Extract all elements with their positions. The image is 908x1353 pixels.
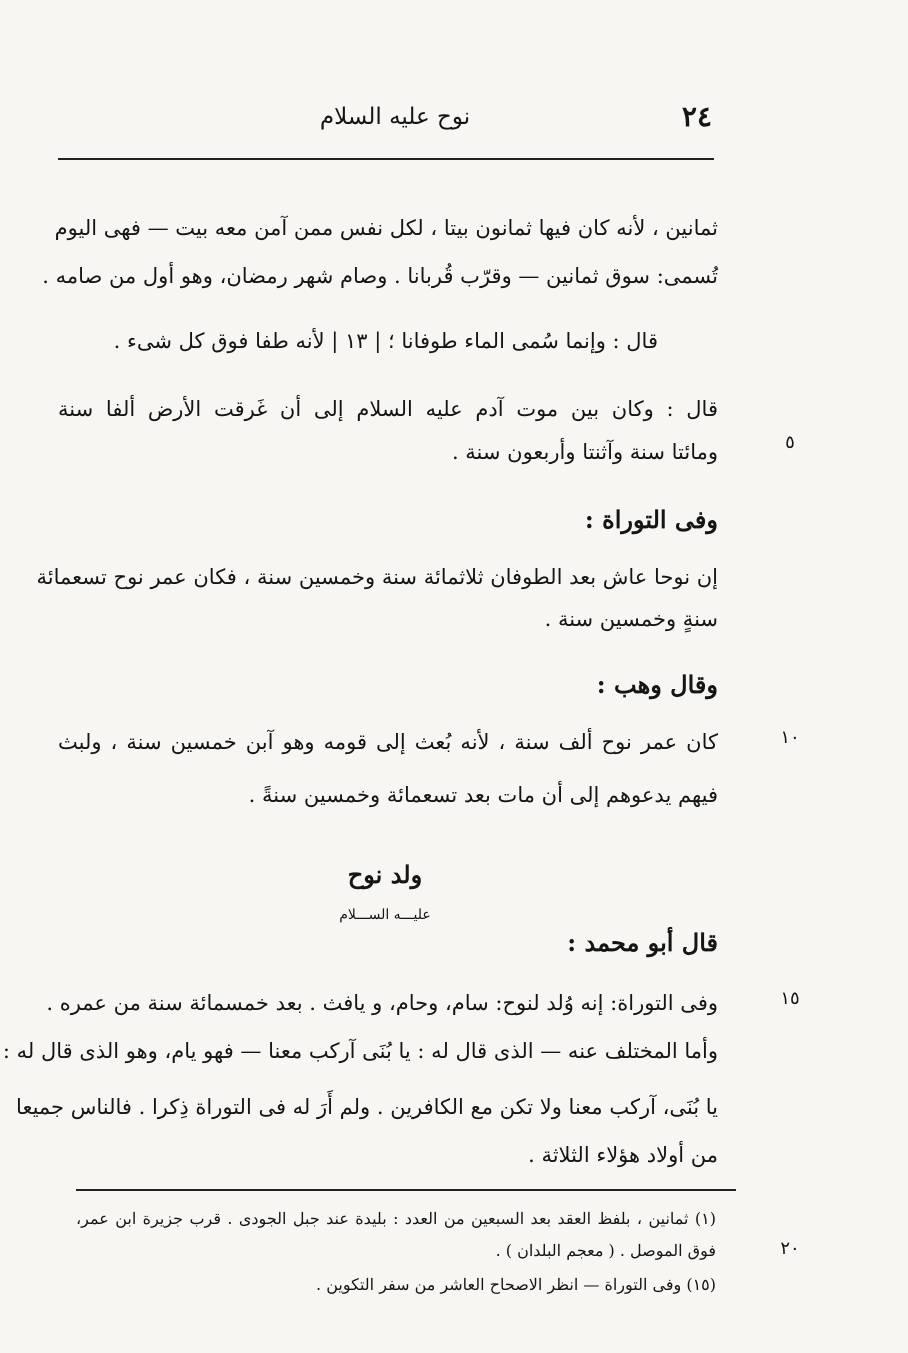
text-line: ومائتا سنة وآثنتا وأربعون سنة .: [451, 440, 718, 464]
text-line: قال : وكان بين موت آدم عليه السلام إلى أن غَرقت الأرض ألفا سنة: [58, 397, 718, 421]
text-line: وأما المختلف عنه — الذى قال له : يا بُنَى آركب معنا — فهو يام، وهو الذى قال له :: [2, 1039, 718, 1063]
text-line: فيهم يدعوهم إلى أن مات بعد تسعمائة وخمسين سنةً .: [248, 783, 718, 807]
text-line: سنةٍ وخمسين سنة .: [544, 607, 718, 631]
section-heading: قال أبو محمد :: [567, 928, 718, 957]
section-heading: وقال وهب :: [596, 670, 718, 699]
running-header: نوح عليه السلام: [319, 104, 471, 130]
header-divider: [58, 158, 714, 160]
page-number: ٢٤: [681, 100, 712, 133]
text-line: كان عمر نوح ألف سنة ، لأنه بُعث إلى قومه وهو آبن خمسين سنة ، ولبث: [58, 730, 718, 754]
text-line: قال : وإنما سُمى الماء طوفانا ؛ | ١٣ | لأنه طفا فوق كل شىء .: [113, 329, 658, 353]
margin-line-number: ٥: [785, 432, 795, 453]
text-line: من أولاد هؤلاء الثلاثة .: [528, 1143, 718, 1167]
text-line: إن نوحا عاش بعد الطوفان ثلاثمائة سنة وخمسين سنة ، فكان عمر نوح تسعمائة: [36, 565, 718, 589]
footnote-line: (١) ثمانين ، بلفظ العقد بعد السبعين من العدد : بليدة عند جبل الجودى . قرب جزيرة ابن عمر،: [76, 1209, 716, 1228]
footnote-divider: [76, 1189, 736, 1191]
chapter-subtitle: عليـــه الســـلام: [339, 907, 431, 923]
text-line: وفى التوراة: إنه وُلد لنوح: سام، وحام، و يافث . بعد خمسمائة سنة من عمره .: [46, 991, 718, 1015]
section-heading: وفى التوراة :: [584, 505, 718, 534]
text-line: تُسمى: سوق ثمانين — وقرّب قُربانا . وصام شهر رمضان، وهو أول من صامه .: [42, 264, 718, 288]
margin-line-number: ١٠: [780, 727, 800, 748]
footnote-line: (١٥) وفى التوراة — انظر الاصحاح العاشر من سفر التكوين .: [316, 1275, 716, 1294]
text-line: يا بُنَى، آركب معنا ولا تكن مع الكافرين . ولم أَرَ له فى التوراة ذِكرا . فالناس جميعا: [16, 1095, 718, 1119]
margin-line-number: ٢٠: [780, 1238, 800, 1259]
margin-line-number: ١٥: [780, 988, 800, 1009]
chapter-title: ولد نوح: [347, 860, 423, 889]
text-line: ثمانين ، لأنه كان فيها ثمانون بيتا ، لكل نفس ممن آمن معه بيت — فهى اليوم: [54, 216, 718, 240]
footnote-line: فوق الموصل . ( معجم البلدان ) .: [495, 1241, 716, 1260]
